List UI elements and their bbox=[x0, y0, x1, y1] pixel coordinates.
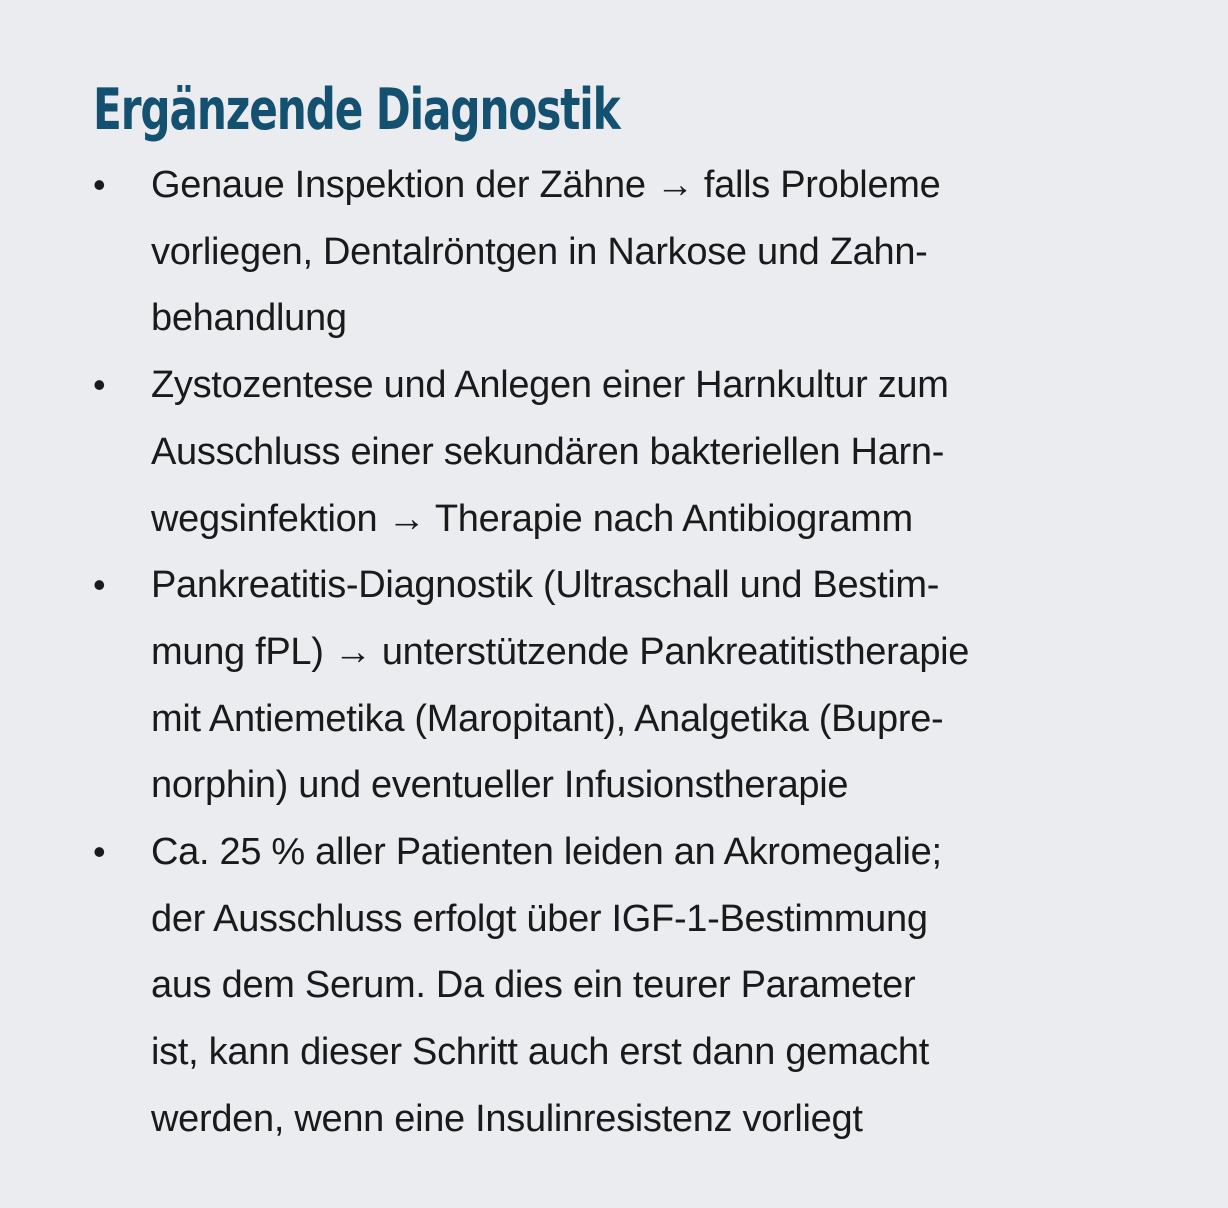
list-item-line: vorliegen, Dentalröntgen in Narkose und Zahn- bbox=[151, 230, 928, 273]
list-item-line: Ca. 25 % aller Patienten leiden an Akromegalie; bbox=[151, 831, 942, 874]
bullet-icon: • bbox=[93, 564, 106, 606]
list-item bbox=[93, 552, 1093, 819]
bullet-list bbox=[93, 152, 1093, 1153]
bullet-icon: • bbox=[93, 164, 106, 205]
list-item bbox=[93, 152, 1093, 352]
list-item-line: Genaue Inspektion der Zähne → falls Probleme bbox=[151, 164, 941, 206]
list-item-line: der Ausschluss erfolgt über IGF-1-Bestimmung bbox=[151, 897, 928, 940]
list-item-line: werden, wenn eine Insulinresistenz vorliegt bbox=[151, 1097, 863, 1140]
list-item-line: norphin) und eventueller Infusionstherapie bbox=[151, 764, 849, 807]
list-item-line: behandlung bbox=[151, 297, 347, 340]
list-item-line: ist, kann dieser Schritt auch erst dann gemacht bbox=[151, 1031, 929, 1074]
list-item-line: mit Antiemetika (Maropitant), Analgetika (Bupre- bbox=[151, 697, 944, 740]
list-item bbox=[93, 819, 1093, 1153]
list-item-line: Ausschluss einer sekundären bakteriellen Harn- bbox=[151, 430, 945, 473]
list-item-line: aus dem Serum. Da dies ein teurer Parameter bbox=[151, 964, 916, 1007]
list-item bbox=[93, 352, 1093, 552]
bullet-icon: • bbox=[93, 831, 106, 873]
bullet-icon: • bbox=[93, 364, 106, 406]
section-title: Ergänzende Diagnostik bbox=[93, 77, 620, 143]
list-item-line: wegsinfektion → Therapie nach Antibiogramm bbox=[151, 497, 913, 540]
list-item-line: Zystozentese und Anlegen einer Harnkultur zum bbox=[151, 364, 949, 407]
list-item-line: Pankreatitis-Diagnostik (Ultraschall und Bestim- bbox=[151, 564, 940, 607]
list-item-line: mung fPL) → unterstützende Pankreatitistherapie bbox=[151, 630, 970, 673]
